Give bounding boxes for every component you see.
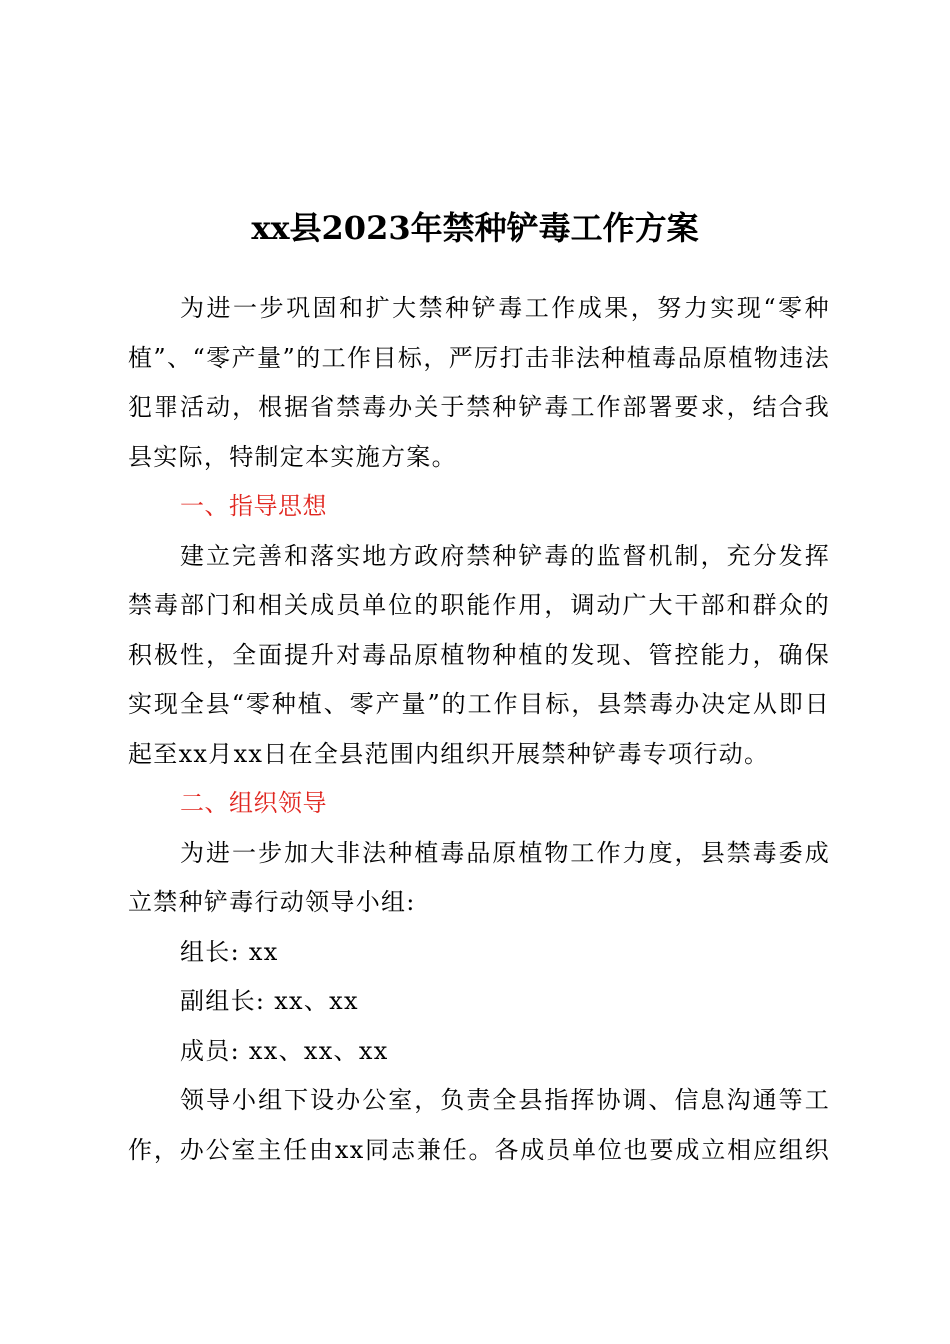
document-body [128, 284, 830, 1175]
deputy-leader-line: 副组长: xx、xx [180, 987, 359, 1015]
section-heading-organization: 二、组织领导 [180, 789, 327, 817]
office-paragraph: 领导小组下设办公室，负责全县指挥协调、信息沟通等工作，办公室主任由xx同志兼任。各成员单位也要成立相应组织 [128, 1086, 830, 1164]
organization-paragraph: 为进一步加大非法种植毒品原植物工作力度，县禁毒委成立禁种铲毒行动领导小组: [128, 838, 830, 916]
intro-paragraph: 为进一步巩固和扩大禁种铲毒工作成果，努力实现“零种植”、“零产量”的工作目标，严厉打击非法种植毒品原植物违法犯罪活动，根据省禁毒办关于禁种铲毒工作部署要求，结合我县实际，特制定本实施方案。 [128, 294, 830, 471]
document-title: xx县2023年禁种铲毒工作方案 [251, 209, 699, 247]
members-line: 成员: xx、xx、xx [180, 1036, 389, 1065]
section-heading-guiding-ideology: 一、指导思想 [180, 492, 327, 520]
guiding-ideology-paragraph: 建立完善和落实地方政府禁种铲毒的监督机制，充分发挥禁毒部门和相关成员单位的职能作用，调动广大干部和群众的积极性，全面提升对毒品原植物种植的发现、管控能力，确保实现全县“零种植、零产量”的工作目标，县禁毒办决定从即日起至xx月xx日在全县范围内组织开展禁种铲毒专项行动。 [128, 541, 830, 768]
leader-line: 组长: xx [180, 937, 279, 966]
